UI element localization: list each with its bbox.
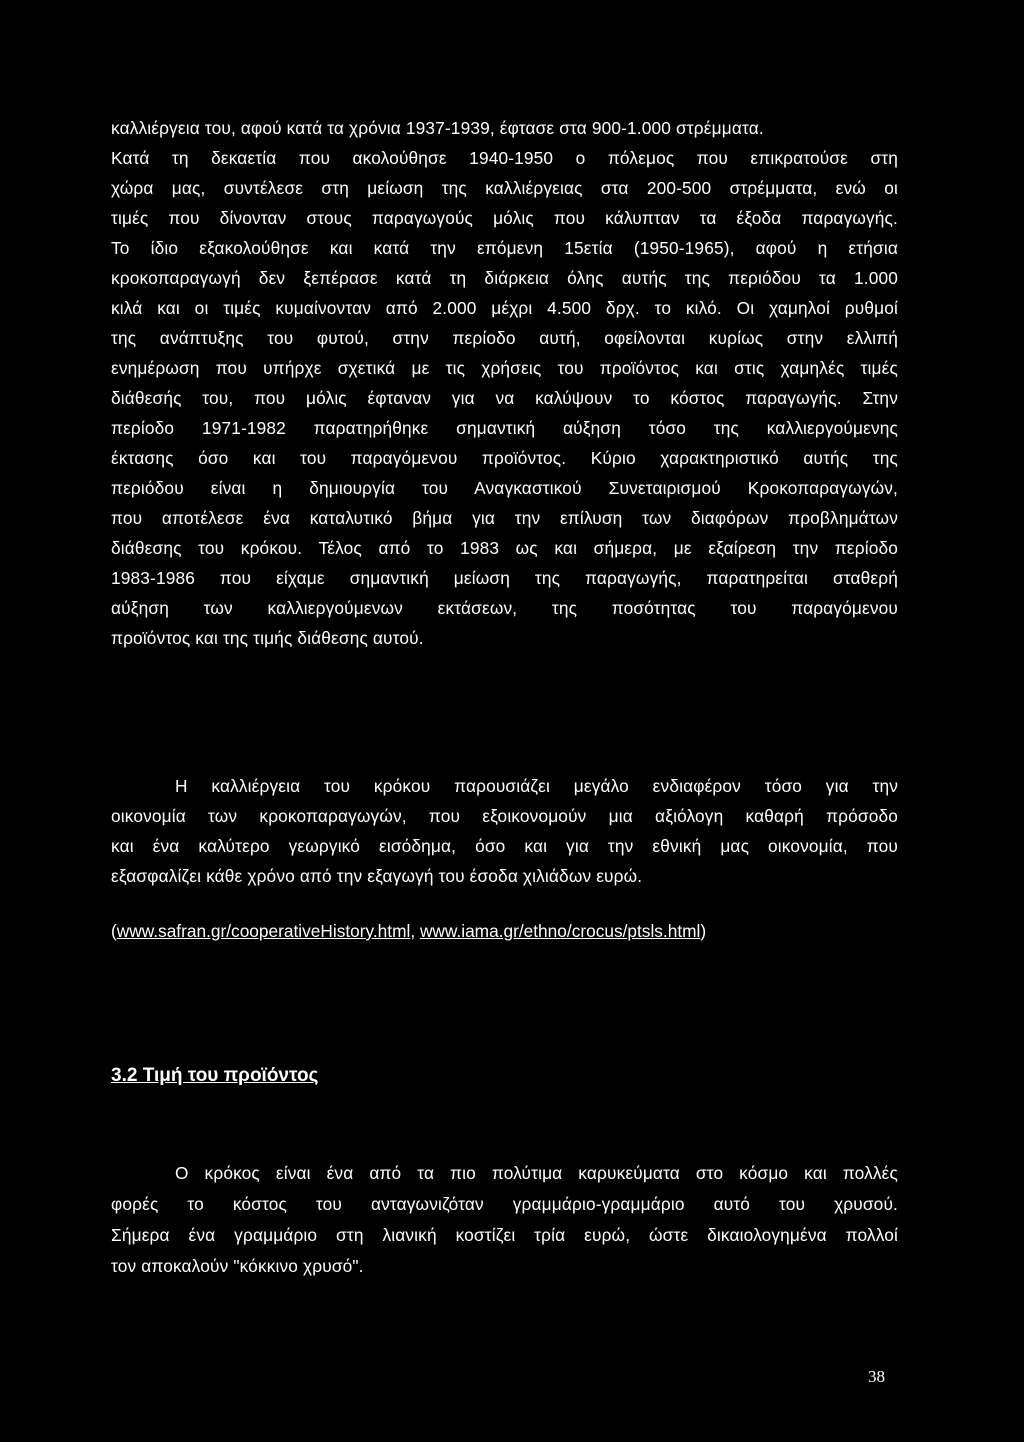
text-line: αύξηση των καλλιεργούμενων εκτάσεων, της ποσότητας του παραγόμενου	[111, 598, 898, 618]
text-line: κροκοπαραγωγή δεν ξεπέρασε κατά τη διάρκεια όλης αυτής της περιόδου τα 1.000	[111, 268, 898, 288]
source-references	[111, 916, 706, 946]
text-line: καλλιέργεια του, αφού κατά τα χρόνια 1937-1939, έφτασε στα 900-1.000 στρέμματα.	[111, 118, 764, 138]
text-line: έκτασης όσο και του παραγόμενου προϊόντος. Κύριο χαρακτηριστικό αυτής της	[111, 448, 898, 468]
text-line: περιόδου είναι η δημιουργία του Αναγκαστικού Συνεταιρισμού Κροκοπαραγωγών,	[111, 478, 898, 498]
text-line: ενημέρωση που υπήρχε σχετικά με τις χρήσεις του προϊόντος και στις χαμηλές τιμές	[111, 358, 898, 378]
paragraph-crocus-history	[111, 113, 898, 653]
source-separator: ,	[410, 921, 420, 941]
text-line: Ο κρόκος είναι ένα από τα πιο πολύτιμα καρυκεύματα στο κόσμο και πολλές	[175, 1163, 898, 1183]
text-line: της ανάπτυξης του φυτού, στην περίοδο αυτή, οφείλονται κυρίως στην ελλιπή	[111, 328, 898, 348]
text-line: περίοδο 1971-1982 παρατηρήθηκε σημαντική αύξηση τόσο της καλλιεργούμενης	[111, 418, 898, 438]
text-line: προϊόντος και της τιμής διάθεσης αυτού.	[111, 628, 424, 648]
text-line: εξασφαλίζει κάθε χρόνο από την εξαγωγή του έσοδα χιλιάδων ευρώ.	[111, 866, 643, 886]
text-line: και ένα καλύτερο γεωργικό εισόδημα, όσο και για την εθνική μας οικονομία, που	[111, 836, 898, 856]
source-link-safran[interactable]: www.safran.gr/cooperativeHistory.html	[116, 921, 411, 941]
section-heading: 3.2 Τιμή του προϊόντος	[111, 1065, 319, 1086]
text-line: οικονομία των κροκοπαραγωγών, που εξοικονομούν μια αξιόλογη καθαρή πρόσοδο	[111, 806, 898, 826]
text-line: χώρα μας, συντέλεσε στη μείωση της καλλιέργειας στα 200-500 στρέμματα, ενώ οι	[111, 178, 898, 198]
text-line: Το ίδιο εξακολούθησε και κατά την επόμενη 15ετία (1950-1965), αφού η ετήσια	[111, 238, 898, 258]
text-line: τιμές που δίνονταν στους παραγωγούς μόλις που κάλυπταν τα έξοδα παραγωγής.	[111, 208, 898, 228]
paragraph-product-price	[111, 1158, 898, 1282]
text-line: τον αποκαλούν "κόκκινο χρυσό".	[111, 1256, 364, 1276]
source-open-paren: (	[111, 921, 117, 941]
paragraph-economic-interest	[111, 771, 898, 891]
source-link-iama[interactable]: www.iama.gr/ethno/crocus/ptsls.html	[419, 921, 701, 941]
text-line: Η καλλιέργεια του κρόκου παρουσιάζει μεγάλο ενδιαφέρον τόσο για την	[175, 776, 898, 796]
text-line: διάθεσής του, που μόλις έφταναν για να καλύψουν το κόστος παραγωγής. Στην	[111, 388, 898, 408]
text-line: 1983-1986 που είχαμε σημαντική μείωση της παραγωγής, παρατηρείται σταθερή	[111, 568, 898, 588]
text-line: Κατά τη δεκαετία που ακολούθησε 1940-1950 ο πόλεμος που επικρατούσε στη	[111, 148, 898, 168]
text-line: Σήμερα ένα γραμμάριο στη λιανική κοστίζει τρία ευρώ, ώστε δικαιολογημένα πολλοί	[111, 1225, 898, 1245]
page-number: 38	[868, 1367, 885, 1386]
source-close-paren: )	[700, 921, 707, 941]
text-line: κιλά και οι τιμές κυμαίνονταν από 2.000 μέχρι 4.500 δρχ. το κιλό. Οι χαμηλοί ρυθμοί	[111, 298, 898, 318]
text-line: φορές το κόστος του ανταγωνιζόταν γραμμάριο-γραμμάριο αυτό του χρυσού.	[111, 1194, 898, 1214]
text-line: που αποτέλεσε ένα καταλυτικό βήμα για την επίλυση των διαφόρων προβλημάτων	[111, 508, 898, 528]
text-line: διάθεσης του κρόκου. Τέλος από το 1983 ως και σήμερα, με εξαίρεση την περίοδο	[111, 538, 898, 558]
